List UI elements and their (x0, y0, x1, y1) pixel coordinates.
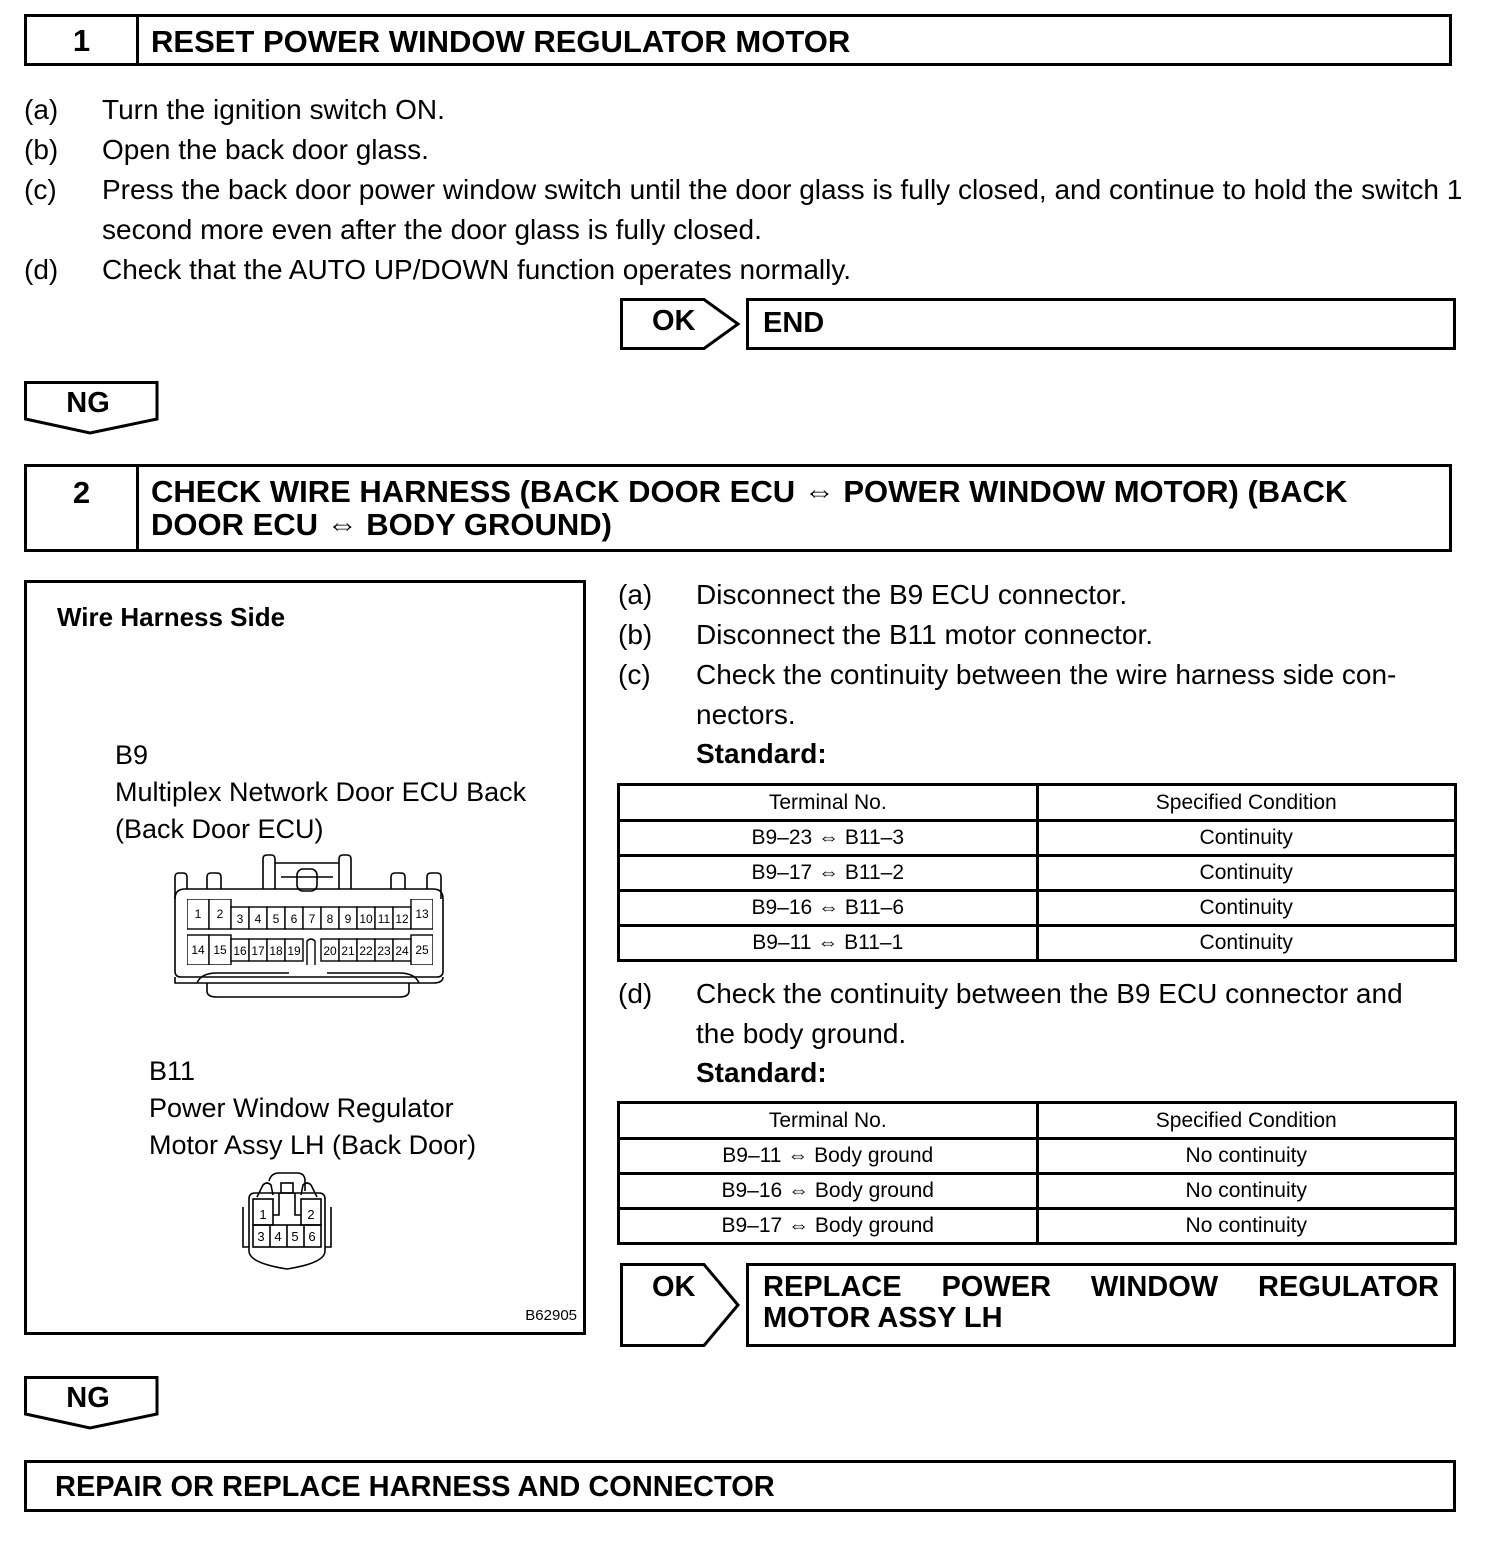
instruction-text: Check that the AUTO UP/DOWN function operates normally. (102, 254, 852, 285)
instruction-label: (c) (618, 659, 651, 690)
table-row (619, 1209, 1456, 1244)
step-1-ok-arrow[interactable] (620, 298, 744, 350)
table-row (619, 1139, 1456, 1174)
step-1-instruction-a (24, 90, 1464, 130)
svg-text:1: 1 (194, 907, 202, 921)
instruction-text: the body ground. (696, 1018, 907, 1049)
svg-text:25: 25 (415, 943, 429, 957)
step-2-title: CHECK WIRE HARNESS (BACK DOOR ECU ⇔ POWER WINDOW MOTOR) (BACK DOOR ECU ⇔ BODY GROUND) (151, 474, 1348, 542)
terminal-cell: B9–11 ⇔ Body ground (619, 1139, 1038, 1174)
table-row (619, 891, 1456, 926)
condition-cell: Continuity (1037, 891, 1456, 926)
svg-text:5: 5 (272, 912, 280, 926)
b9-pin-grid (187, 899, 433, 970)
b9-name-line1: Multiplex Network Door ECU Back (115, 777, 527, 807)
table-header: Terminal No. (619, 785, 1038, 821)
condition-cell: Continuity (1037, 926, 1456, 961)
instruction-label: (b) (618, 619, 653, 650)
svg-text:10: 10 (359, 912, 373, 926)
terminal-cell: B9–17 ⇔ Body ground (619, 1209, 1038, 1244)
terminal-cell: B9–16 ⇔ B11–6 (619, 891, 1038, 926)
b9-name-line2: (Back Door ECU) (115, 814, 324, 844)
instruction-label: (a) (618, 579, 653, 610)
instruction-label: (d) (24, 254, 59, 285)
svg-text:13: 13 (415, 907, 429, 921)
table-header: Specified Condition (1037, 785, 1456, 821)
terminal-cell: B9–23 ⇔ B11–3 (619, 821, 1038, 856)
instruction-text: Disconnect the B9 ECU connector. (696, 579, 1128, 610)
svg-text:8: 8 (326, 912, 334, 926)
step-1-number: 1 (27, 17, 139, 63)
step-2-instruction-c-cont (696, 695, 1456, 735)
table-row (619, 821, 1456, 856)
instruction-label: (d) (618, 978, 653, 1009)
svg-text:12: 12 (395, 912, 409, 926)
svg-text:9: 9 (344, 912, 352, 926)
svg-text:24: 24 (395, 944, 409, 958)
svg-text:2: 2 (307, 1207, 315, 1222)
ok-label: OK (652, 305, 696, 337)
continuity-table (617, 783, 1457, 962)
table-header-row (619, 785, 1456, 821)
svg-text:16: 16 (233, 944, 247, 958)
step-1-ng-arrow[interactable] (24, 381, 160, 433)
instruction-text: Press the back door power window switch until the door glass is fully closed, and continue to hold the switch 1 second more even after the door glass is fully closed. (102, 174, 1463, 245)
standard-label-1: Standard: (696, 738, 827, 769)
no-continuity-table (617, 1101, 1457, 1245)
step-1-instruction-d (24, 250, 1464, 290)
step-2-instruction-a (618, 575, 1468, 615)
condition-cell: No continuity (1037, 1209, 1456, 1244)
ng-label: NG (66, 387, 110, 419)
step-2-ok-result (746, 1263, 1456, 1347)
step-1-ok-result (746, 298, 1456, 350)
instruction-label: (b) (24, 134, 59, 165)
svg-text:21: 21 (341, 944, 355, 958)
svg-text:3: 3 (257, 1229, 265, 1244)
b11-connector-icon (227, 1171, 347, 1281)
figure-heading: Wire Harness Side (57, 602, 286, 632)
instruction-text: Check the continuity between the wire harness side con- (696, 659, 1397, 690)
table-header-row (619, 1103, 1456, 1139)
condition-cell: No continuity (1037, 1139, 1456, 1174)
b11-code: B11 (149, 1056, 196, 1086)
svg-text:4: 4 (274, 1229, 282, 1244)
step-1-header (24, 14, 1452, 66)
step-2-ok-arrow[interactable] (620, 1263, 744, 1347)
result-text-line2: MOTOR ASSY LH (763, 1302, 1003, 1334)
step-2-header (24, 464, 1452, 552)
instruction-text: Check the continuity between the B9 ECU connector and (696, 978, 1403, 1009)
svg-text:4: 4 (254, 912, 262, 926)
instruction-text: nectors. (696, 699, 796, 730)
svg-text:23: 23 (377, 944, 391, 958)
svg-text:6: 6 (290, 912, 298, 926)
step-2-number: 2 (27, 467, 139, 549)
table-row (619, 926, 1456, 961)
condition-cell: Continuity (1037, 856, 1456, 891)
terminal-cell: B9–16 ⇔ Body ground (619, 1174, 1038, 1209)
result-text: END (763, 307, 825, 339)
svg-text:3: 3 (236, 912, 244, 926)
figure-id: B62905 (525, 1307, 577, 1324)
condition-cell: No continuity (1037, 1174, 1456, 1209)
result-text-line1: REPLACE POWER WINDOW REGULATOR (763, 1271, 1439, 1303)
instruction-label: (a) (24, 94, 59, 125)
table-header: Specified Condition (1037, 1103, 1456, 1139)
step-1-instruction-c (24, 170, 1464, 250)
svg-text:11: 11 (377, 912, 391, 926)
step-2-instruction-d-cont (696, 1014, 1456, 1054)
instruction-text: Open the back door glass. (102, 134, 429, 165)
result-text: REPAIR OR REPLACE HARNESS AND CONNECTOR (55, 1471, 775, 1503)
condition-cell: Continuity (1037, 821, 1456, 856)
b9-pins-icon (187, 899, 433, 965)
svg-text:6: 6 (308, 1229, 316, 1244)
b11-name-line1: Power Window Regulator (149, 1093, 454, 1123)
ok-label: OK (652, 1271, 696, 1303)
svg-text:18: 18 (269, 944, 283, 958)
standard-label-2: Standard: (696, 1057, 827, 1088)
step-2-ng-result (24, 1460, 1456, 1512)
instruction-label: (c) (24, 174, 57, 205)
step-1-instruction-b (24, 130, 1464, 170)
svg-text:19: 19 (287, 944, 301, 958)
svg-text:1: 1 (259, 1207, 267, 1222)
ng-label: NG (66, 1382, 110, 1414)
step-1-title: RESET POWER WINDOW REGULATOR MOTOR (151, 24, 851, 59)
table-row (619, 1174, 1456, 1209)
b9-code: B9 (115, 740, 149, 770)
instruction-text: Turn the ignition switch ON. (102, 94, 445, 125)
step-2-instruction-b (618, 615, 1468, 655)
instruction-text: Disconnect the B11 motor connector. (696, 619, 1154, 650)
step-2-ng-arrow[interactable] (24, 1376, 160, 1428)
svg-text:14: 14 (191, 943, 205, 957)
svg-text:22: 22 (359, 944, 373, 958)
svg-text:20: 20 (323, 944, 337, 958)
wire-harness-figure (24, 580, 586, 1335)
terminal-cell: B9–17 ⇔ B11–2 (619, 856, 1038, 891)
step-2-instruction-c (618, 655, 1468, 695)
terminal-cell: B9–11 ⇔ B11–1 (619, 926, 1038, 961)
step-2-instruction-d (618, 974, 1468, 1014)
svg-text:2: 2 (216, 907, 224, 921)
svg-text:15: 15 (213, 943, 227, 957)
svg-text:7: 7 (308, 912, 316, 926)
svg-text:17: 17 (251, 944, 265, 958)
table-header: Terminal No. (619, 1103, 1038, 1139)
svg-text:5: 5 (291, 1229, 299, 1244)
table-row (619, 856, 1456, 891)
b11-name-line2: Motor Assy LH (Back Door) (149, 1130, 477, 1160)
